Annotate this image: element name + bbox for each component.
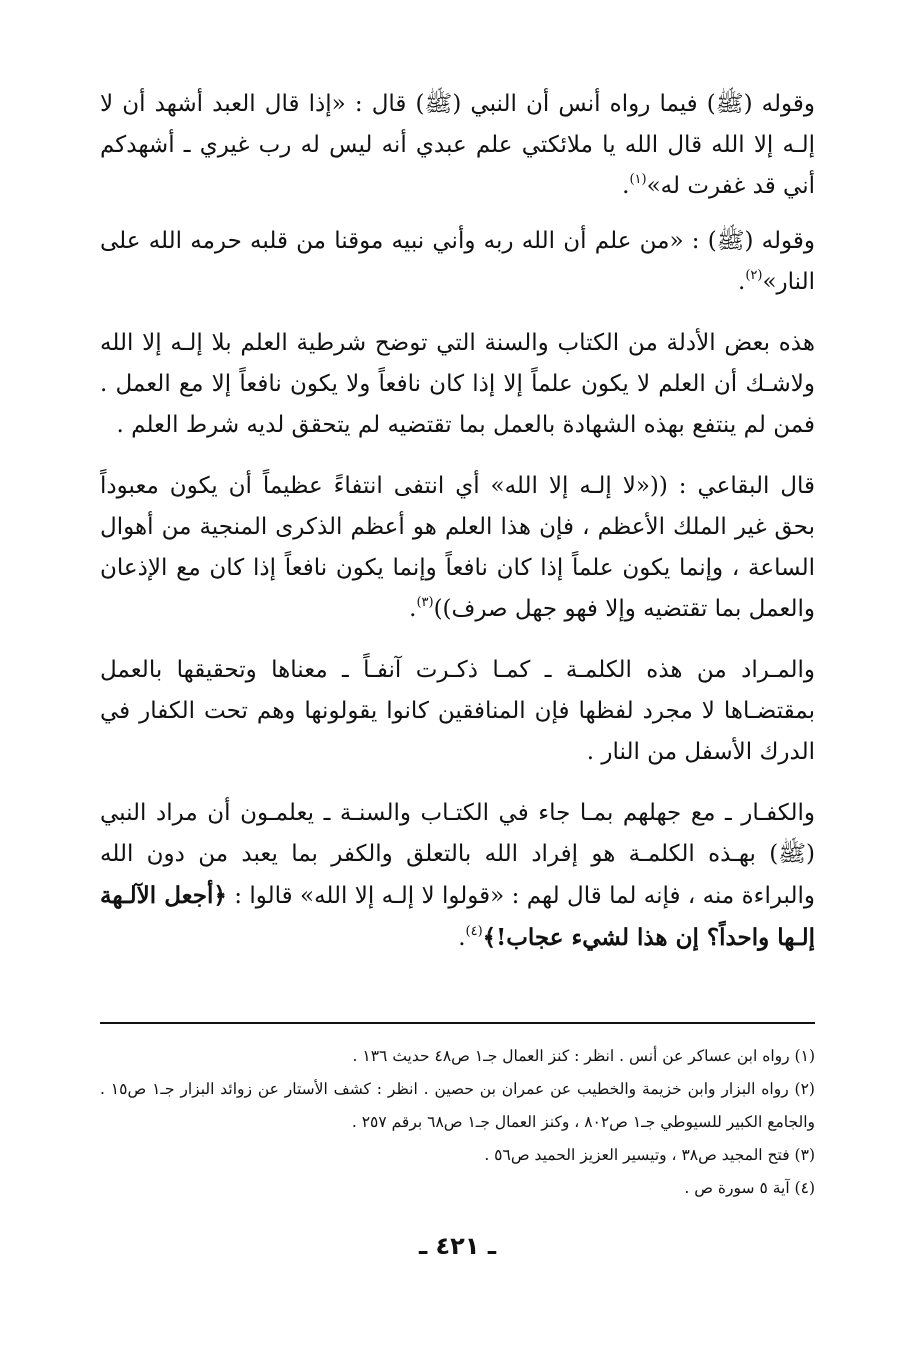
paragraph-2-text: وقوله (ﷺ) : «من علم أن الله ربه وأني نبيه موقنا من قلبه حرمه الله على النار» (100, 228, 815, 295)
paragraph-2 (100, 221, 815, 303)
paragraph-2-end: . (738, 269, 746, 295)
paragraph-6-text: والكفـار ـ مع جهلهم بمـا جاء في الكتـاب والسنـة ـ يعلمـون أن مراد النبي (ﷺ) بهـذه الكلمـة هو إفراد الله بالتعلق والكفر بما يعبد من دون الله والبراءة منه ، فإنه لما قال لهم : «قولوا لا إلـه إلا الله» قالوا : (100, 800, 816, 909)
paragraph-4 (100, 466, 815, 630)
footnote-ref-3: (٣) (416, 595, 434, 610)
footnote-divider (100, 1022, 815, 1024)
footnote-1: (١) رواه ابن عساكر عن أنس . انظر : كنز العمال جـ١ ص٤٨ حديث ١٣٦ . (352, 1047, 815, 1065)
footnote-4: (٤) آية ٥ سورة ص . (684, 1179, 815, 1197)
paragraph-1-text: وقوله (ﷺ) فيما رواه أنس أن النبي (ﷺ) قال : «إذا قال العبد أشهد أن لا إلـه إلا الله قال الله يا ملائكتي علم عبدي أنه ليس له رب غيري ـ أشهدكم أني قد غفرت له» (100, 91, 815, 199)
paragraph-6 (100, 793, 815, 959)
paragraph-5-text: والمـراد من هذه الكلمـة ـ كمـا ذكـرت آنفـاً ـ معناها وتحقيقها بالعمل بمقتضـاها لا مجرد لفظها فإن المنافقين كانوا يقولونها وهم تحت الكفار في الدرك الأسفل من النار . (100, 657, 815, 765)
paragraph-5 (100, 650, 815, 773)
footnote-ref-1: (١) (629, 172, 647, 187)
footnotes (100, 1040, 815, 1205)
quran-verse: ﴿أجعل الآلـهة إلـها واحداً؟ إن هذا لشيء عجاب!﴾ (100, 882, 815, 951)
page-number: ـ ٤٢١ ـ (418, 1232, 497, 1260)
paragraph-6-end: . (458, 925, 466, 951)
footnote-ref-4: (٤) (465, 924, 483, 939)
footnote-2: (٢) رواه البزار وابن خزيمة والخطيب عن عمران بن حصين . انظر : كشف الأستار عن زوائد البزار جـ١ ص١٥ . والجامع الكبير للسيوطي جـ١ ص٨٠٢ ، وكنز العمال جـ١ ص٦٨ برقم ٢٥٧ . (100, 1080, 815, 1131)
paragraph-1 (100, 84, 815, 207)
footnote-ref-2: (٢) (745, 268, 763, 283)
paragraph-3 (100, 323, 815, 446)
main-text (100, 84, 815, 959)
paragraph-4-end: . (409, 596, 417, 622)
paragraph-4-text: قال البقاعي : ((«لا إلـه إلا الله» أي انتفى انتفاءً عظيماً أن يكون معبوداً بحق غير الملك الأعظم ، فإن هذا العلم هو أعظم الذكرى المنجية من أهوال الساعة ، وإنما يكون علماً إذا كان نافعاً وإنما يكون نافعاً إذا كان مع الإذعان والعمل بما تقتضيه وإلا فهو جهل صرف)) (100, 473, 815, 622)
footnote-3: (٣) فتح المجيد ص٣٨ ، وتيسير العزيز الحميد ص٥٦ . (484, 1146, 815, 1164)
paragraph-1-end: . (622, 173, 630, 199)
paragraph-3-text: هذه بعض الأدلة من الكتاب والسنة التي توضح شرطية العلم بلا إلـه إلا الله ولاشـك أن العلم لا يكون علماً إلا إذا كان نافعاً ولا يكون نافعاً إلا مع العمل . فمن لم ينتفع بهذه الشهادة بالعمل بما تقتضيه لم يتحقق لديه شرط العلم . (100, 330, 815, 438)
